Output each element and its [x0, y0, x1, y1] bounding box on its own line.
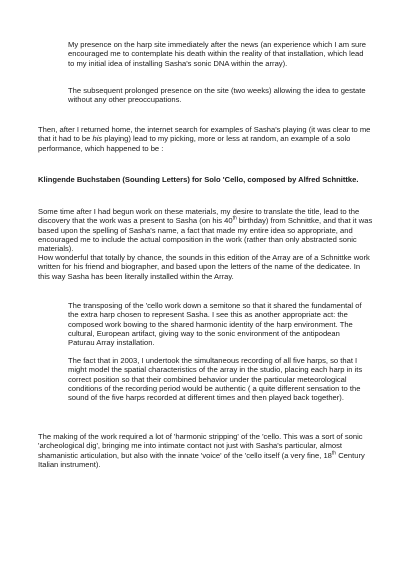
superscript-th: th	[232, 215, 237, 222]
text-run: Some time after I had begun work on these materials, my desire to translate the title, lead to the discovery that the work was a present to Sasha (on his 40	[38, 207, 360, 226]
emphasis-his: his	[92, 134, 103, 144]
paragraph-recording-2003: The fact that in 2003, I undertook the simultaneous recording of all five harps, so that I might model the spatial characteristics of the array in the studio, placing each harp in its correct position so that their combined behavior under the particular meteorological conditions of the recording period would be authentic ( a quite different sensation to the sound of the five harps recorded at different times and then played back together).	[68, 356, 363, 403]
text-run: Century Italian instrument).	[38, 450, 365, 469]
paragraph-harmonic-stripping	[38, 432, 373, 469]
text-run: Then, after I returned home, the internet search for examples of Sasha's playing (it was clear to me that it had to be	[38, 125, 371, 144]
paragraph-by-chance: How wonderful that totally by chance, the sounds in this edition of the Array are of a Schnittke work written for his friend and biographer, and based upon the letters of the name of the dedicatee. In this way Sasha has been literally installed within the Array.	[38, 253, 370, 281]
superscript-th: th	[331, 450, 337, 457]
text-run: The making of the work required a lot of 'harmonic stripping' of the 'cello. This was a sort of sonic 'archeological dig', bringing me into intimate contact not just with Sasha's particular, almost shamanistic articulation, but also with the innate 'voice' of the 'cello itself (a very fine, 18	[38, 432, 363, 460]
text-run: playing) lead to my picking, more or less at random, an example of a solo performance, which happened to be :	[38, 134, 351, 153]
text-run: birthday) from Schnittke, and that it was based upon the spelling of Sasha's name, a fact that made my entire idea so appropriate, and encouraged me to include the actual composition in the work (rather than only abstracted sonic materials).	[38, 216, 373, 254]
paragraph-title-translation	[38, 207, 373, 253]
paragraph-harp-site-presence: My presence on the harp site immediately after the news (an experience which I am sure encouraged me to contemplate his death within the reality of that installation, which lead to my initial idea of installing Sasha's sonic DNA within the array).	[68, 40, 366, 68]
paragraph-internet-search	[38, 125, 373, 153]
paragraph-prolonged-presence: The subsequent prolonged presence on the site (two weeks) allowing the idea to gestate without any other preoccupations.	[68, 86, 366, 105]
paragraph-transposing: The transposing of the 'cello work down a semitone so that it shared the fundamental of the extra harp chosen to represent Sasha. I see this as another appropriate act: the composed work bowing to the shared harmonic identity of the harp environment. The cultural, European artifact, giving way to the sonic environment of the antipodean Paturau Array installation.	[68, 301, 362, 348]
section-heading: Klingende Buchstaben (Sounding Letters) for Solo 'Cello, composed by Alfred Schnittke.	[38, 175, 359, 184]
